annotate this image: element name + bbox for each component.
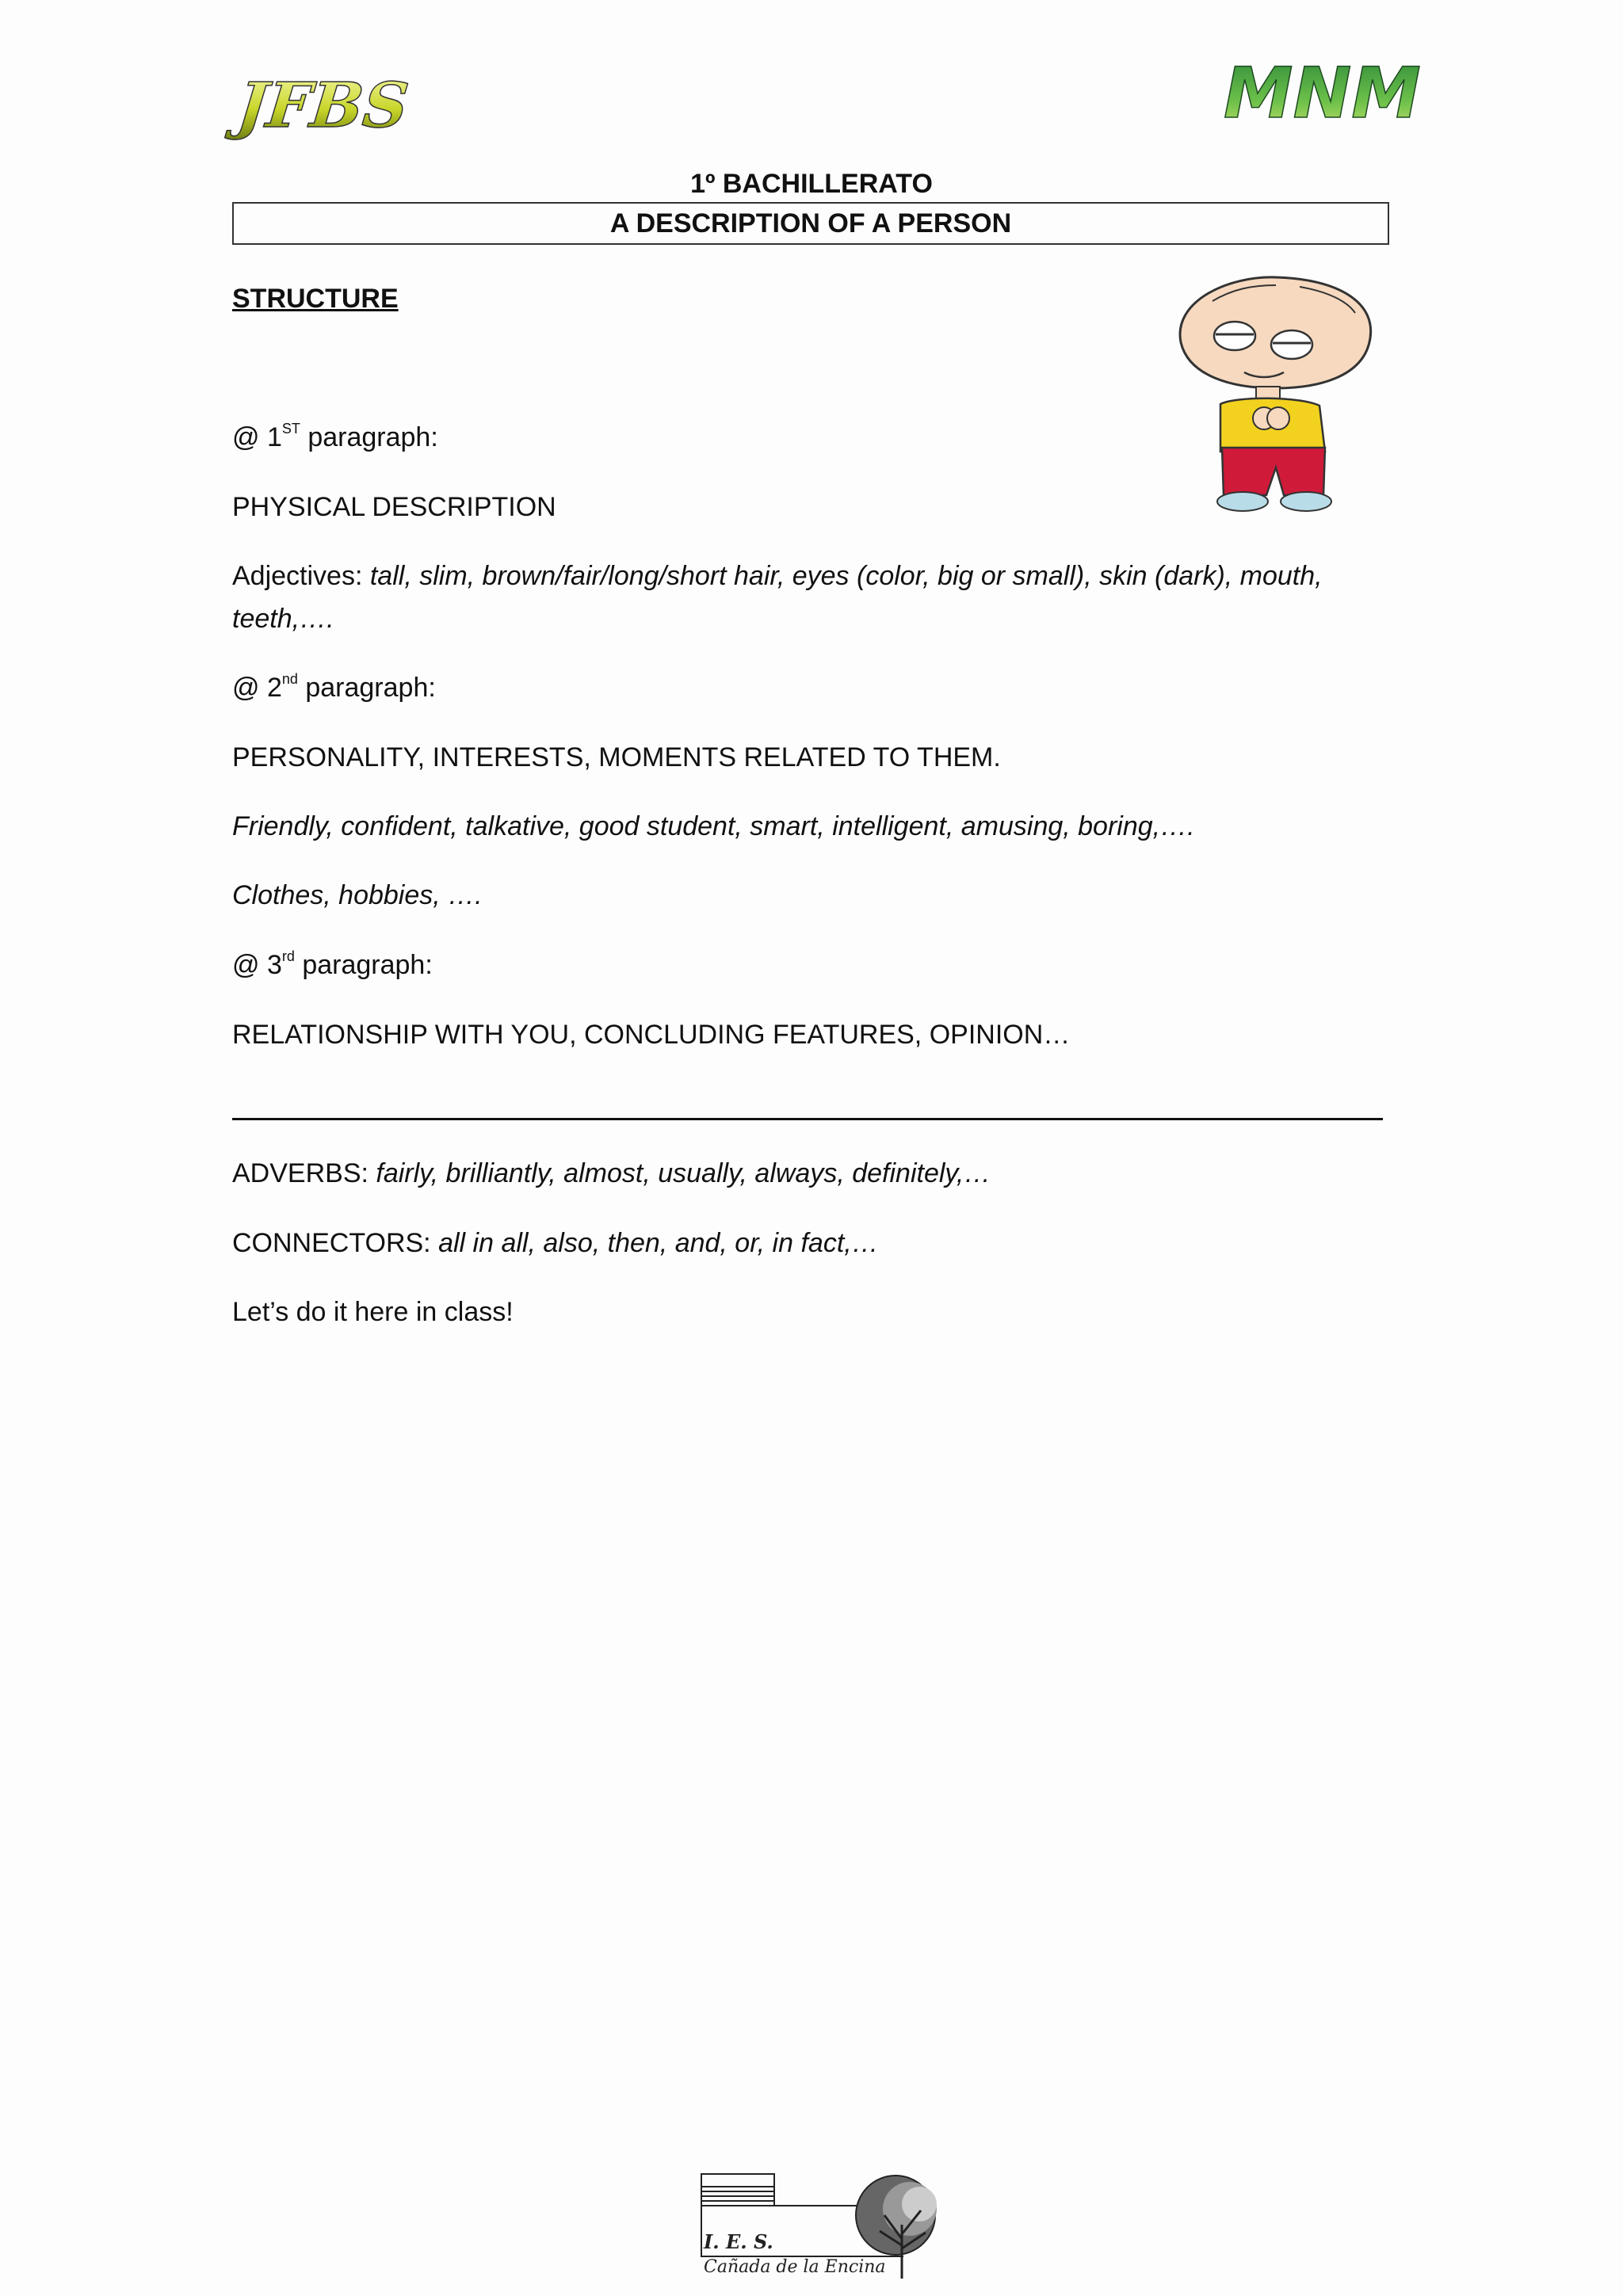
paragraph-1-prefix: @ 1 (232, 422, 282, 452)
connectors-list: all in all, also, then, and, or, in fact,… (438, 1228, 879, 1258)
paragraph-2-heading (232, 666, 1383, 709)
adjectives-list: tall, slim, brown/fair/long/short hair, eyes (color, big or small), skin (dark), mouth, teeth,…. (232, 561, 1323, 634)
paragraph-3-topic: RELATIONSHIP WITH YOU, CONCLUDING FEATURES, OPINION… (232, 1020, 1071, 1050)
personality-list: Friendly, confident, talkative, good student, smart, intelligent, amusing, boring,…. (232, 811, 1195, 841)
paragraph-3-ordinal: rd (281, 948, 295, 964)
jfbs-logo-text: JFBS (234, 70, 412, 142)
title-box (232, 202, 1389, 245)
mnm-logo-text: MNM (1224, 52, 1421, 134)
adverbs-label: ADVERBS: (232, 1158, 376, 1188)
jfbs-logo (234, 62, 412, 149)
adjectives-label: Adjectives: (232, 561, 370, 591)
adjectives-line (232, 555, 1383, 640)
paragraph-1-ordinal: ST (281, 420, 300, 437)
paragraph-1-suffix: paragraph: (300, 422, 438, 452)
document-title: A DESCRIPTION OF A PERSON (609, 208, 1012, 238)
horizontal-divider (232, 1118, 1383, 1120)
school-name: Cañada de la Encina (704, 2257, 886, 2277)
level-heading: 1º BACHILLERATO (690, 169, 933, 199)
paragraph-3-heading (232, 944, 1383, 986)
paragraph-3-suffix: paragraph: (294, 950, 433, 980)
connectors-label: CONNECTORS: (232, 1228, 439, 1258)
connectors-line (232, 1222, 1383, 1264)
mnm-logo (1220, 49, 1421, 136)
paragraph-2-suffix: paragraph: (297, 673, 436, 703)
paragraph-2-prefix: @ 2 (232, 673, 282, 703)
closing-line: Let’s do it here in class! (232, 1297, 514, 1327)
paragraph-2-ordinal: nd (281, 670, 298, 687)
school-abbreviation: I. E. S. (704, 2230, 773, 2253)
adverbs-list: fairly, brilliantly, almost, usually, always, definitely,… (376, 1158, 991, 1188)
cartoon-character-illustration (1157, 269, 1395, 519)
school-logo (697, 2169, 959, 2280)
paragraph-1-heading (232, 416, 1383, 459)
structure-heading: STRUCTURE (232, 284, 399, 314)
paragraph-3-prefix: @ 3 (232, 950, 282, 980)
paragraph-1-topic: PHYSICAL DESCRIPTION (232, 492, 556, 522)
adverbs-line (232, 1152, 1383, 1195)
clothes-hobbies-list: Clothes, hobbies, …. (232, 880, 483, 910)
paragraph-2-topic: PERSONALITY, INTERESTS, MOMENTS RELATED TO THEM. (232, 742, 1001, 772)
